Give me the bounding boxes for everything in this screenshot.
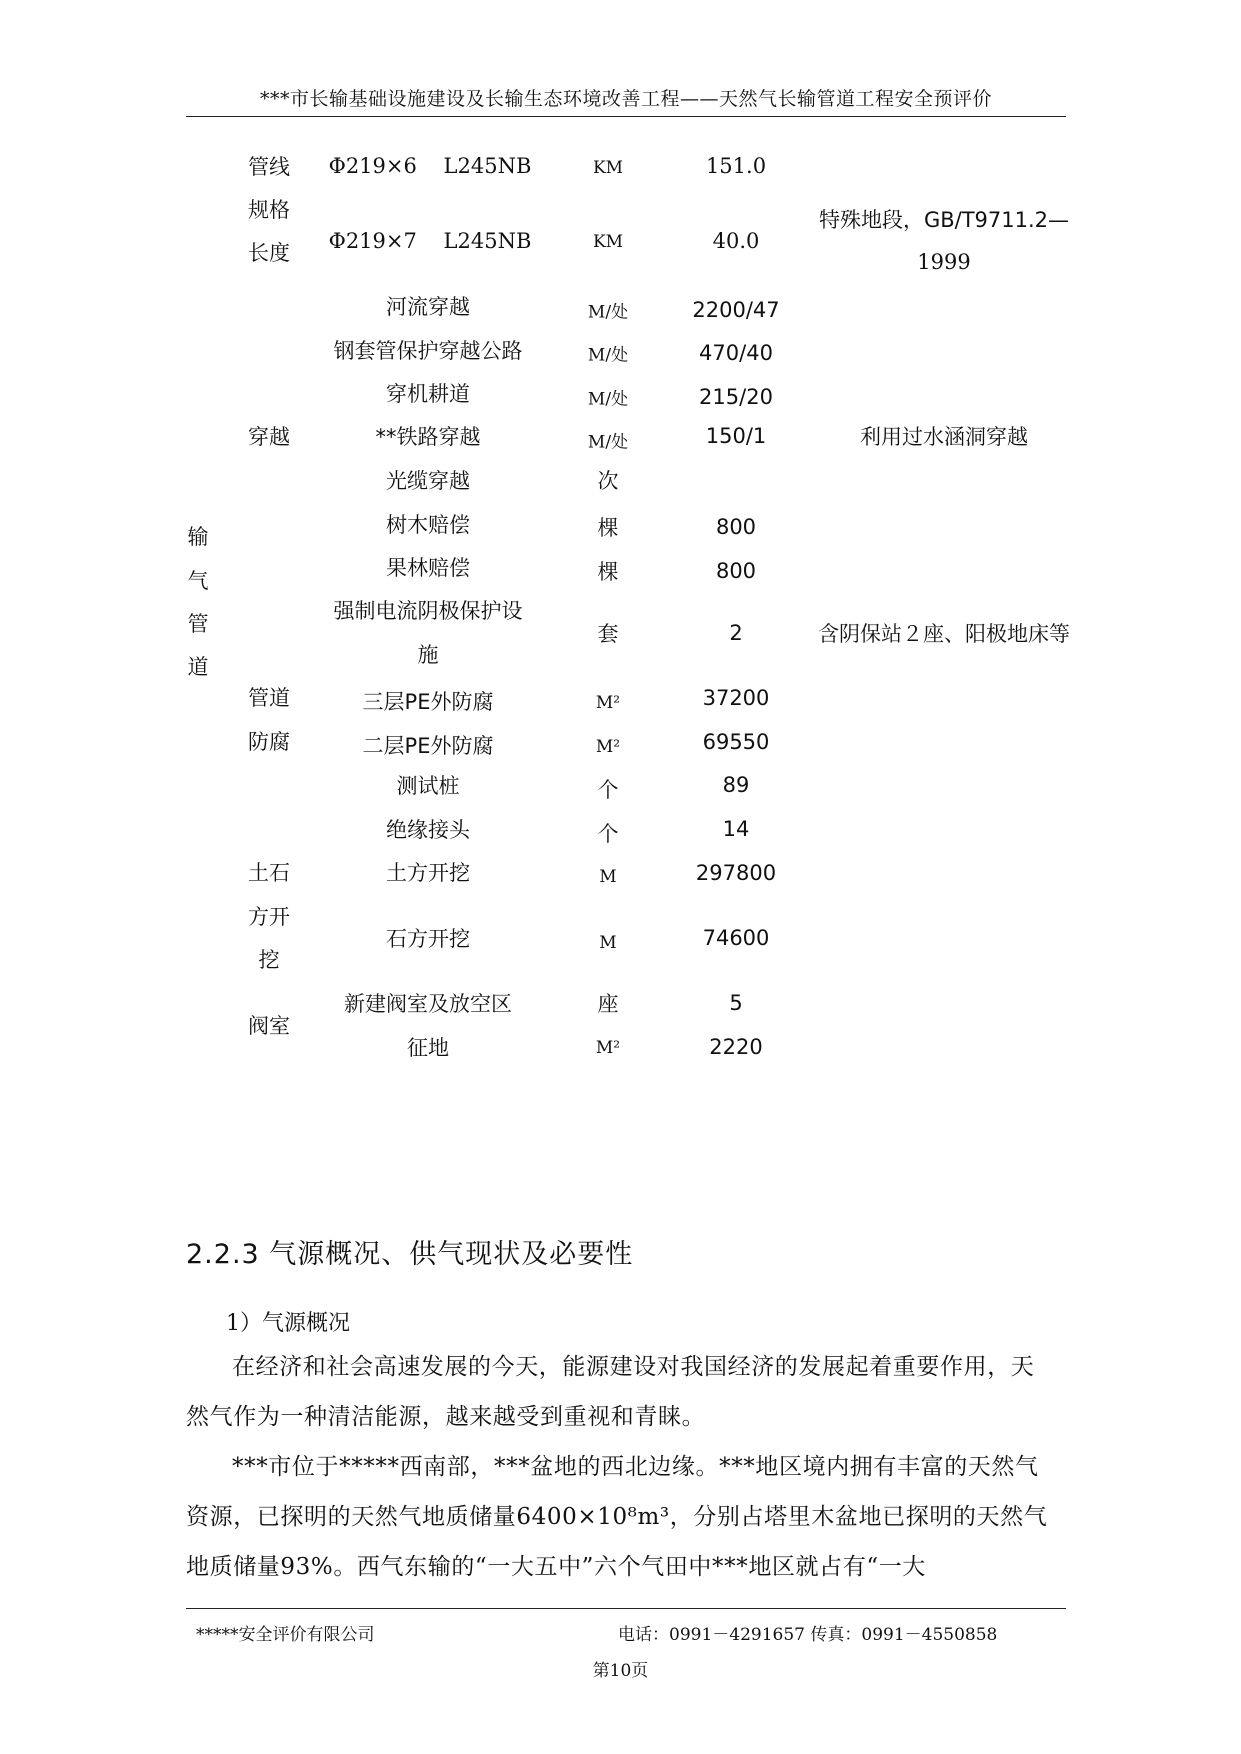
quantity-cell: 5 bbox=[729, 991, 743, 1015]
item-cell: 征地 bbox=[407, 1036, 449, 1060]
item-cell: 果林赔偿 bbox=[386, 556, 470, 580]
category-cell: 规格 bbox=[248, 198, 290, 222]
quantity-cell: 2 bbox=[729, 621, 743, 645]
group-label-char: 气 bbox=[187, 569, 209, 593]
quantity-cell: 470/40 bbox=[699, 341, 773, 365]
category-cell: 穿越 bbox=[248, 425, 290, 449]
note-cell: 利用过水涵洞穿越 bbox=[860, 425, 1028, 449]
quantity-cell: 69550 bbox=[702, 730, 770, 754]
item-cell: Φ219×7 L245NB bbox=[328, 229, 532, 253]
quantity-cell: 40.0 bbox=[712, 229, 760, 253]
group-label-char: 管 bbox=[187, 612, 209, 636]
item-cell: 强制电流阴极保护设 bbox=[333, 599, 523, 623]
unit-cell: M² bbox=[595, 1038, 621, 1058]
quantity-cell: 215/20 bbox=[699, 385, 773, 409]
quantity-cell: 37200 bbox=[702, 686, 770, 710]
unit-cell: M² bbox=[595, 693, 621, 713]
unit-cell: M bbox=[599, 933, 617, 953]
unit-cell: M bbox=[599, 867, 617, 887]
unit-cell: KM bbox=[592, 232, 624, 252]
item-cell: 新建阀室及放空区 bbox=[344, 992, 512, 1016]
item-cell: Φ219×6 L245NB bbox=[328, 154, 532, 178]
paragraph: ***市位于*****西南部，***盆地的西北边缘。***地区境内拥有丰富的天然气资源，已探明的天然气地质储量6400×10⁸m³，分别占塔里木盆地已探明的天然气地质储量93%。西气东输的“一大五中”六个气田中***地区就占有“一大 bbox=[186, 1454, 1048, 1580]
unit-cell: 个 bbox=[597, 778, 619, 802]
unit-cell: 棵 bbox=[597, 516, 619, 540]
item-cell: 树木赔偿 bbox=[386, 513, 470, 537]
quantity-cell: 151.0 bbox=[705, 154, 767, 178]
subsection-title: 1）气源概况 bbox=[226, 1311, 350, 1336]
category-cell: 长度 bbox=[248, 241, 290, 265]
unit-cell: M/处 bbox=[587, 302, 629, 323]
item-cell: 穿机耕道 bbox=[386, 382, 470, 406]
quantity-cell: 2200/47 bbox=[692, 298, 780, 322]
category-cell: 土石 bbox=[248, 861, 290, 885]
quantity-cell: 150/1 bbox=[705, 424, 767, 448]
footer-rule bbox=[186, 1608, 1066, 1609]
footer-contact: 电话：0991－4291657 传真：0991－4550858 bbox=[618, 1625, 998, 1645]
unit-cell: 套 bbox=[597, 622, 619, 646]
note-cell: 含阴保站２座、阳极地床等 bbox=[818, 622, 1070, 646]
group-label-char: 道 bbox=[187, 655, 209, 679]
quantity-cell: 297800 bbox=[695, 861, 777, 885]
unit-cell: 个 bbox=[597, 822, 619, 846]
category-cell: 管道 bbox=[248, 686, 290, 710]
quantity-cell: 800 bbox=[715, 515, 757, 539]
item-cell: 河流穿越 bbox=[386, 295, 470, 319]
item-cell: 石方开挖 bbox=[386, 927, 470, 951]
category-cell: 管线 bbox=[248, 155, 290, 179]
footer-company: *****安全评价有限公司 bbox=[196, 1625, 375, 1645]
unit-cell: M/处 bbox=[587, 389, 629, 410]
page-header: ***市长输基础设施建设及长输生态环境改善工程——天然气长输管道工程安全预评价 bbox=[259, 88, 992, 110]
item-cell: 钢套管保护穿越公路 bbox=[333, 339, 523, 363]
note-cell: 特殊地段，GB/T9711.2— bbox=[818, 208, 1070, 232]
page-number: 第10页 bbox=[592, 1661, 649, 1681]
unit-cell: M² bbox=[595, 737, 621, 757]
unit-cell: KM bbox=[592, 158, 624, 178]
item-cell: 三层PE外防腐 bbox=[362, 690, 494, 714]
unit-cell: 棵 bbox=[597, 560, 619, 584]
unit-cell: 次 bbox=[597, 469, 619, 493]
unit-cell: M/处 bbox=[587, 432, 629, 453]
group-label-char: 输 bbox=[187, 525, 209, 549]
unit-cell: 座 bbox=[597, 992, 619, 1016]
quantity-cell: 800 bbox=[715, 559, 757, 583]
item-cell: 土方开挖 bbox=[386, 861, 470, 885]
paragraph: 在经济和社会高速发展的今天，能源建设对我国经济的发展起着重要作用，天然气作为一种清洁能源，越来越受到重视和青睐。 bbox=[186, 1354, 1035, 1430]
category-cell: 方开 bbox=[248, 905, 290, 929]
category-cell: 阀室 bbox=[248, 1014, 290, 1038]
item-cell: **铁路穿越 bbox=[375, 425, 481, 449]
item-cell: 测试桩 bbox=[396, 774, 460, 798]
quantity-cell: 14 bbox=[722, 817, 750, 841]
category-cell: 挖 bbox=[258, 948, 280, 972]
note-cell: 1999 bbox=[917, 250, 971, 274]
unit-cell: M/处 bbox=[587, 345, 629, 366]
section-title: 2.2.3 气源概况、供气现状及必要性 bbox=[186, 1239, 634, 1270]
item-cell: 二层PE外防腐 bbox=[362, 734, 494, 758]
category-cell: 防腐 bbox=[248, 730, 290, 754]
quantity-cell: 2220 bbox=[709, 1035, 763, 1059]
quantity-cell: 89 bbox=[722, 773, 750, 797]
item-cell: 施 bbox=[417, 643, 439, 667]
item-cell: 光缆穿越 bbox=[386, 469, 470, 493]
quantity-cell: 74600 bbox=[702, 926, 770, 950]
item-cell: 绝缘接头 bbox=[386, 818, 470, 842]
